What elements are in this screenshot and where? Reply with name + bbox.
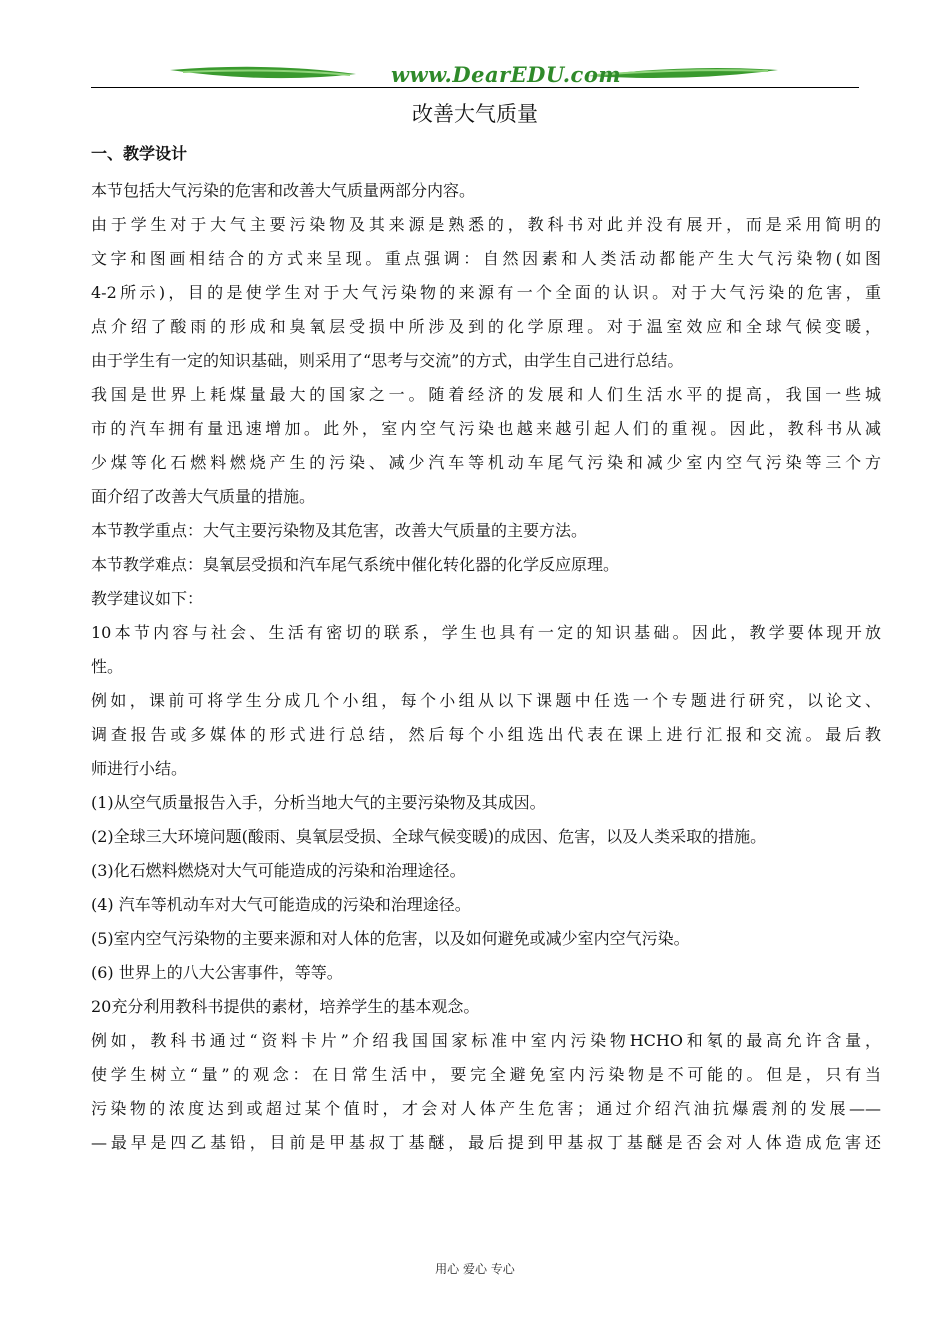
- text-line: 少煤等化石燃料燃烧产生的污染、减少汽车等机动车尾气污染和减少室内空气污染等三个方: [91, 453, 881, 472]
- section-heading: 一、教学设计: [91, 144, 188, 163]
- list-item: (2)全球三大环境问题(酸雨、臭氧层受损、全球气候变暖)的成因、危害，以及人类采取的措施。: [91, 827, 767, 846]
- text-line: 由于学生有一定的知识基础，则采用了“思考与交流”的方式，由学生自己进行总结。: [91, 351, 684, 370]
- list-item: (4) 汽车等机动车对大气可能造成的污染和治理途径。: [91, 895, 471, 914]
- logo-text: www.DearEDU.com: [390, 62, 622, 87]
- list-item: (5)室内空气污染物的主要来源和对人体的危害，以及如何避免或减少室内空气污染。: [91, 929, 690, 948]
- text-line: 10本节内容与社会、生活有密切的联系，学生也具有一定的知识基础。因此，教学要体现开放: [91, 623, 881, 642]
- text-line: —最早是四乙基铅，目前是甲基叔丁基醚，最后提到甲基叔丁基醚是否会对人体造成危害还: [91, 1133, 881, 1152]
- text-line: 教学建议如下：: [91, 589, 204, 608]
- text-line: 4-2所示)，目的是使学生对于大气污染物的来源有一个全面的认识。对于大气污染的危害，重: [91, 283, 881, 302]
- text-line: 性。: [91, 657, 124, 676]
- text-line: 由于学生对于大气主要污染物及其来源是熟悉的，教科书对此并没有展开，而是采用简明的: [91, 215, 881, 234]
- page-footer: 用心 爱心 专心: [435, 1262, 515, 1276]
- text-line: 点介绍了酸雨的形成和臭氧层受损中所涉及到的化学原理。对于温室效应和全球气候变暖，: [91, 317, 881, 336]
- list-item: (6) 世界上的八大公害事件，等等。: [91, 963, 343, 982]
- text-line: 文字和图画相结合的方式来呈现。重点强调：自然因素和人类活动都能产生大气污染物(如图: [91, 249, 881, 268]
- header-divider: [91, 87, 859, 88]
- text-line: 我国是世界上耗煤量最大的国家之一。随着经济的发展和人们生活水平的提高，我国一些城: [91, 385, 881, 404]
- text-line: 本节包括大气污染的危害和改善大气质量两部分内容。: [91, 181, 476, 200]
- text-line: 本节教学重点：大气主要污染物及其危害，改善大气质量的主要方法。: [91, 521, 588, 540]
- text-line: 市的汽车拥有量迅速增加。此外，室内空气污染也越来越引起人们的重视。因此，教科书从减: [91, 419, 881, 438]
- text-line: 师进行小结。: [91, 759, 188, 778]
- page-title: 改善大气质量: [412, 102, 538, 126]
- list-item: (1)从空气质量报告入手，分析当地大气的主要污染物及其成因。: [91, 793, 546, 812]
- text-line: 例如，教科书通过“资料卡片”介绍我国国家标准中室内污染物HCHO和氡的最高允许含量，: [91, 1031, 881, 1050]
- text-line: 使学生树立“量”的观念：在日常生活中，要完全避免室内污染物是不可能的。但是，只有当: [91, 1065, 881, 1084]
- text-line: 20充分利用教科书提供的素材，培养学生的基本观念。: [91, 997, 480, 1016]
- text-line: 面介绍了改善大气质量的措施。: [91, 487, 316, 506]
- list-item: (3)化石燃料燃烧对大气可能造成的污染和治理途径。: [91, 861, 466, 880]
- text-line: 例如，课前可将学生分成几个小组，每个小组从以下课题中任选一个专题进行研究，以论文、: [91, 691, 881, 710]
- text-line: 污染物的浓度达到或超过某个值时，才会对人体产生危害；通过介绍汽油抗爆震剂的发展——: [91, 1099, 881, 1118]
- document-body: [91, 140, 881, 1160]
- site-logo-banner: [88, 60, 860, 90]
- text-line: 调查报告或多媒体的形式进行总结，然后每个小组选出代表在课上进行汇报和交流。最后教: [91, 725, 881, 744]
- text-line: 本节教学难点：臭氧层受损和汽车尾气系统中催化转化器的化学反应原理。: [91, 555, 620, 574]
